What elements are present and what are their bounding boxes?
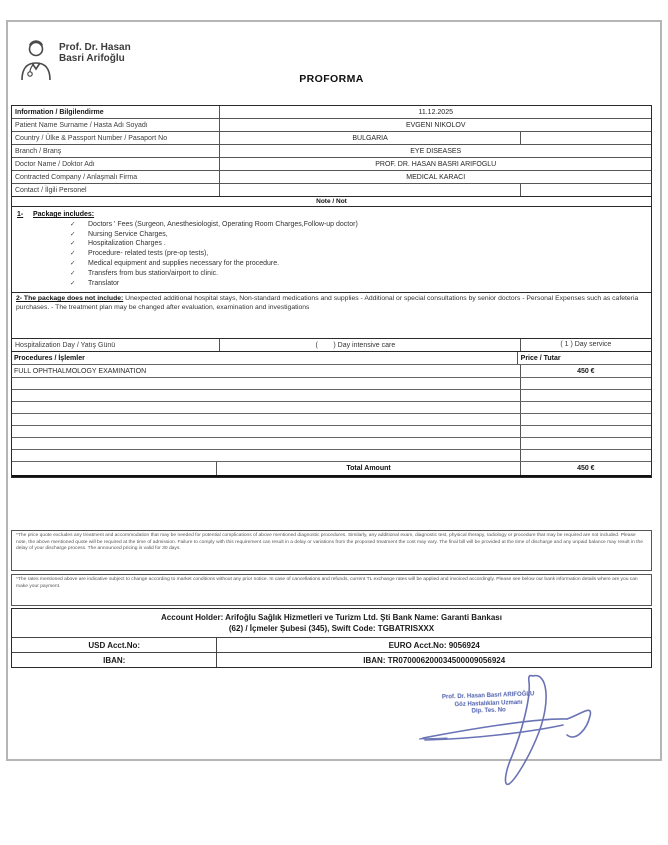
check-icon: ✓ — [70, 250, 76, 258]
document-header — [11, 22, 652, 105]
table-row — [12, 119, 651, 132]
intensive-care-field: ( ) Day intensive care — [315, 341, 396, 349]
note-section-header: Note / Not — [11, 197, 652, 207]
info-value: EVGENI NIKOLOV — [405, 121, 466, 129]
total-label: Total Amount — [346, 465, 391, 472]
account-holder-line1: Account Holder: Arifoğlu Sağlık Hizmetleri ve Turizm Ltd. Şti Bank Name: Garanti Bankası — [161, 613, 502, 622]
list-item: ✓ Medical equipment and supplies necessary for the procedure. — [70, 259, 280, 267]
fineprint-paragraph-2: *The rates mentioned above are indicative subject to change according to market conditions without any prior notice. In case of cancellations and refunds, current TL exchange rates will be applied and invoiced accordingly. Please see below our bank information details where are you can make your payment. — [11, 574, 652, 606]
total-row — [12, 462, 651, 477]
info-value: BULGARIA — [352, 134, 388, 142]
total-value: 450 € — [520, 462, 651, 475]
info-extra-cell — [520, 132, 651, 144]
table-row — [12, 438, 651, 450]
package-title-line — [12, 210, 651, 220]
list-item: ✓ Hospitalization Charges . — [70, 240, 166, 248]
info-value: MEDICAL KARACI — [406, 173, 466, 181]
check-icon: ✓ — [70, 269, 76, 277]
clinic-name — [59, 42, 131, 64]
clinic-name-line1: Prof. Dr. Hasan — [59, 42, 131, 53]
info-label: Patient Name Surname / Hasta Adı Soyadı — [12, 119, 220, 131]
info-value: PROF. DR. HASAN BASRI ARIFOGLU — [375, 160, 497, 168]
table-row — [12, 378, 651, 390]
list-item: ✓ Translator — [70, 279, 120, 287]
table-row — [12, 426, 651, 438]
table-row — [12, 145, 651, 158]
package-number: 1- — [17, 211, 24, 218]
day-service-field: ( 1 ) Day service — [520, 339, 651, 351]
signature-area — [11, 668, 652, 780]
signature-icon — [409, 670, 619, 788]
spacer — [11, 478, 652, 530]
price-header: Price / Tutar — [517, 352, 651, 364]
table-row — [12, 638, 651, 653]
procedures-header: Procedures / İşlemler — [14, 354, 85, 362]
clinic-name-line2: Basri Arifoğlu — [59, 53, 125, 64]
info-table — [11, 105, 652, 197]
list-item: ✓ Transfers from bus station/airport to clinic. — [70, 269, 219, 277]
info-value: 11.12.2025 — [418, 108, 453, 116]
table-row — [12, 158, 651, 171]
package-not-include-box — [11, 293, 652, 339]
hospitalization-label: Hospitalization Day / Yatış Günü — [12, 339, 220, 351]
package-title: Package includes: — [33, 211, 95, 218]
stamp-line2: Göz Hastalıkları Uzmanı — [454, 699, 523, 708]
hospitalization-row — [11, 339, 652, 352]
check-icon: ✓ — [70, 230, 76, 238]
info-label: Branch / Branş — [12, 145, 220, 157]
procedures-table — [11, 352, 652, 478]
info-label: Contracted Company / Anlaşmalı Firma — [12, 171, 220, 183]
account-holder — [12, 609, 651, 638]
table-row — [12, 402, 651, 414]
scanned-page — [6, 20, 662, 761]
table-row — [12, 450, 651, 462]
fineprint-paragraph-1: *The price quote excludes any treatment and accommodation that may be needed for potential complications of above mentioned diagnostic procedures. Similarly, any additional exam, diagnostic test, physical therapy, radiology or procedure that may be required are not included. Please note, the above mentioned quote will be required at the time of admission. Failure to comply with this requirement can result in a delay or variations from the proposed treatment the cost may vary. The final bill will be provided at the time of discharge and any unpaid balance may result in the delay of your discharge process. The announced pricing is valid for 30 days. — [11, 530, 652, 571]
info-label: Information / Bilgilendirme — [12, 106, 220, 118]
table-row — [12, 106, 651, 119]
table-row — [12, 414, 651, 426]
iban-label: IBAN: — [12, 653, 217, 667]
info-label: Doctor Name / Doktor Adı — [12, 158, 220, 170]
euro-account-value: EURO Acct.No: 9056924 — [388, 640, 480, 650]
account-holder-line2: (62) / İçmeler Şubesi (345), Swift Code: TGBATRISXXX — [228, 624, 435, 633]
iban-value: IBAN: TR070006200034500009056924 — [363, 655, 506, 665]
usd-account-label: USD Acct.No: — [12, 638, 217, 652]
info-label: Country / Ülke & Passport Number / Pasaport No — [12, 132, 220, 144]
table-row — [12, 365, 651, 378]
table-row — [12, 653, 651, 667]
table-row — [12, 184, 651, 196]
check-icon: ✓ — [70, 279, 76, 287]
page-title: PROFORMA — [299, 73, 364, 85]
not-include-title: 2- The package does not include: — [16, 295, 124, 302]
document-body — [11, 22, 652, 780]
stamp-line3: Dip. Tes. No — [471, 707, 506, 715]
procedure-name: FULL OPHTHALMOLOGY EXAMINATION — [14, 367, 147, 375]
list-item: ✓ Procedure- related tests (pre-op tests), — [70, 250, 209, 258]
info-label: Contact / İlgili Personel — [12, 184, 220, 196]
not-include-text: Unexpected additional hospital stays, Non-standard medications and supplies - Additional or special consultations by senior doctors - Personal Expenses such as cafeteria purchases. - The treatment plan may be changed after evaluation, examination and investigations — [16, 295, 639, 311]
info-extra-cell — [520, 184, 651, 196]
check-icon: ✓ — [70, 240, 76, 248]
stamp-line1: Prof. Dr. Hasan Basri ARIFOĞLU — [441, 691, 535, 701]
list-item: ✓ Nursing Service Charges, — [70, 230, 168, 238]
table-row — [12, 171, 651, 184]
procedure-price: 450 € — [520, 365, 651, 377]
table-row — [12, 390, 651, 402]
procedures-header-row — [12, 352, 651, 365]
bank-details-table — [11, 608, 652, 668]
check-icon: ✓ — [70, 259, 76, 267]
info-value: EYE DISEASES — [410, 147, 462, 155]
list-item: ✓ Doctors ' Fees (Surgeon, Anesthesiologist, Operating Room Charges,Follow-up doctor) — [70, 220, 358, 228]
check-icon: ✓ — [70, 220, 76, 228]
table-row — [12, 132, 651, 145]
package-includes-box — [11, 207, 652, 293]
